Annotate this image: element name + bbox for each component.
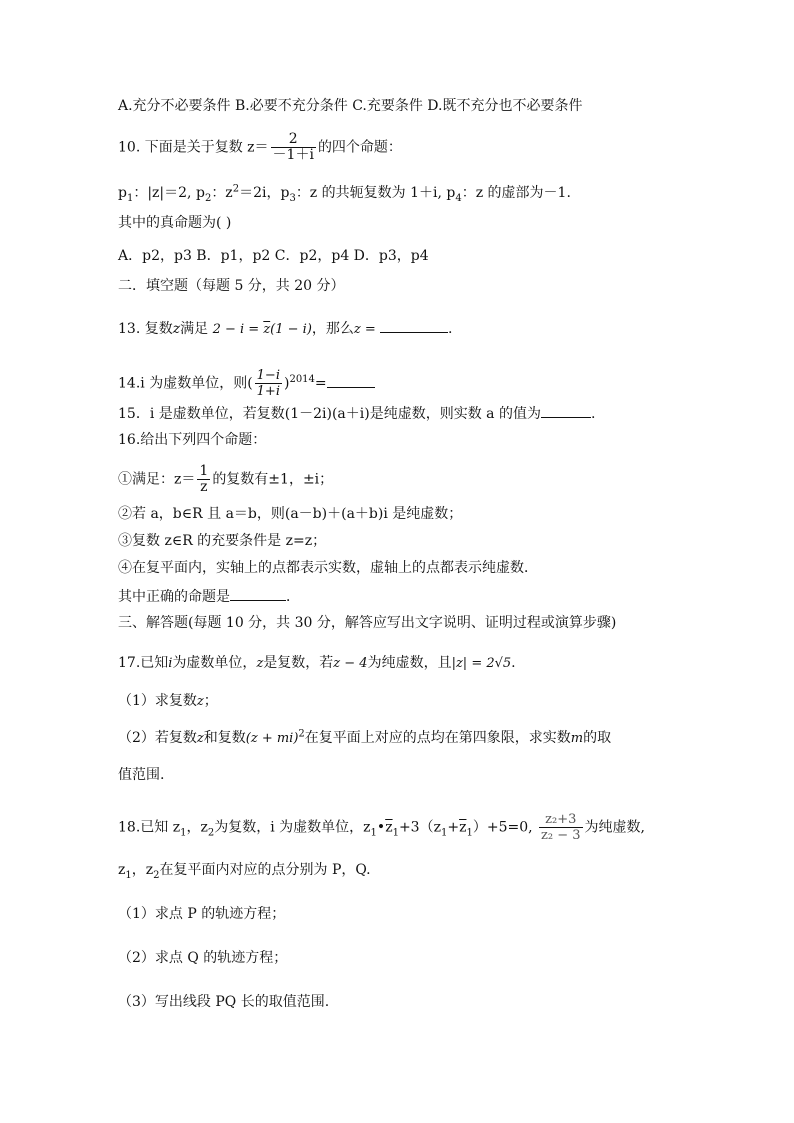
q15: 15．i 是虚数单位，若复数(1－2i)(a＋i)是纯虚数，则实数 a 的值为 . — [118, 403, 595, 423]
q10-ask: 其中的真命题为( ) — [118, 215, 232, 231]
section-3-heading: 三、解答题(每题 10 分，共 30 分，解答应写出文字说明、证明过程或演算步骤) — [118, 615, 617, 631]
q14: 14.i 为虚数单位，则( $\frac{1-i}{1+i}$ )$^{2014}$= — [118, 368, 375, 399]
q14-fraction: $\frac{1-i}{1+i}$ — [256, 368, 280, 399]
q18-stem: 18.已知 $z_1$，$z_2$为复数，i 为虚数单位，$z_1•\overline{z}_1+3(z_1+\overline{z}_1)+5=0$, $\frac{\text{z₂+3}}{\text{z₂ − 3}}$ 为纯虚数, — [118, 812, 645, 843]
q16-stem: 16.给出下列四个命题： — [118, 432, 267, 448]
q13-answer-blank — [380, 318, 448, 333]
section-2-heading: 二．填空题（每题 5 分，共 20 分） — [118, 278, 345, 294]
q10-options: A．p2，p3 B．p1，p2 C．p2，p4 D．p3，p4 — [118, 248, 429, 264]
q18-fraction: $\frac{\text{z₂+3}}{\text{z₂ − 3}}$ — [541, 812, 581, 843]
q14-answer-blank — [327, 373, 375, 388]
q10-fraction: $\frac{2}{-1+i}$ — [272, 131, 314, 163]
q16-item-3: ③复数 z∈R 的充要条件是 z=z； — [118, 533, 327, 549]
q9-options: A.充分不必要条件 B.必要不充分条件 C.充要条件 D.既不充分也不必要条件 — [118, 98, 583, 114]
q18-stem-line-2: $z_1$，$z_2$在复平面内对应的点分别为 P，Q. — [118, 862, 371, 881]
q16-item-2: ②若 a，b∈R 且 a＝b，则(a－b)＋(a＋b)i 是纯虚数； — [118, 506, 463, 522]
q17-part-2: （2）若复数z和复数(z + mi)$^2$在复平面上对应的点均在第四象限，求实数m的取 — [118, 728, 612, 746]
q16-item-4: ④在复平面内，实轴上的点都表示实数，虚轴上的点都表示纯虚数． — [118, 560, 538, 576]
q18-part-1: （1）求点 P 的轨迹方程； — [118, 906, 286, 922]
q17-part-2-cont: 值范围. — [118, 767, 165, 783]
q18-part-3: （3）写出线段 PQ 长的取值范围. — [118, 994, 330, 1010]
q17-stem: 17.已知i为虚数单位，z是复数，若z − 4为纯虚数，且|z| = 2√5. — [118, 655, 516, 671]
q15-answer-blank — [541, 403, 591, 418]
q16-item-1: ①满足：z＝ $\frac{1}{z}$ 的复数有±1，±i； — [118, 463, 334, 495]
q17-part-1: （1）求复数z； — [118, 693, 218, 709]
q16-answer-blank — [230, 586, 286, 601]
q10-stem: 10. 下面是关于复数 z＝ $\frac{2}{-1+i}$ 的四个命题： — [118, 131, 402, 163]
q16-ask: 其中正确的命题是 ． — [118, 586, 300, 606]
q10-propositions: $p_1$：|z|＝2, $p_2$：$z^2=2i$，$p_3$：z 的共轭复数为 1＋i, $p_4$：z 的虚部为－1. — [118, 183, 571, 204]
q13: 13. 复数z满足 $2 - i = \overline{z}(1 - i)$，那么z = . — [118, 318, 452, 339]
q18-part-2: （2）求点 Q 的轨迹方程； — [118, 950, 288, 966]
